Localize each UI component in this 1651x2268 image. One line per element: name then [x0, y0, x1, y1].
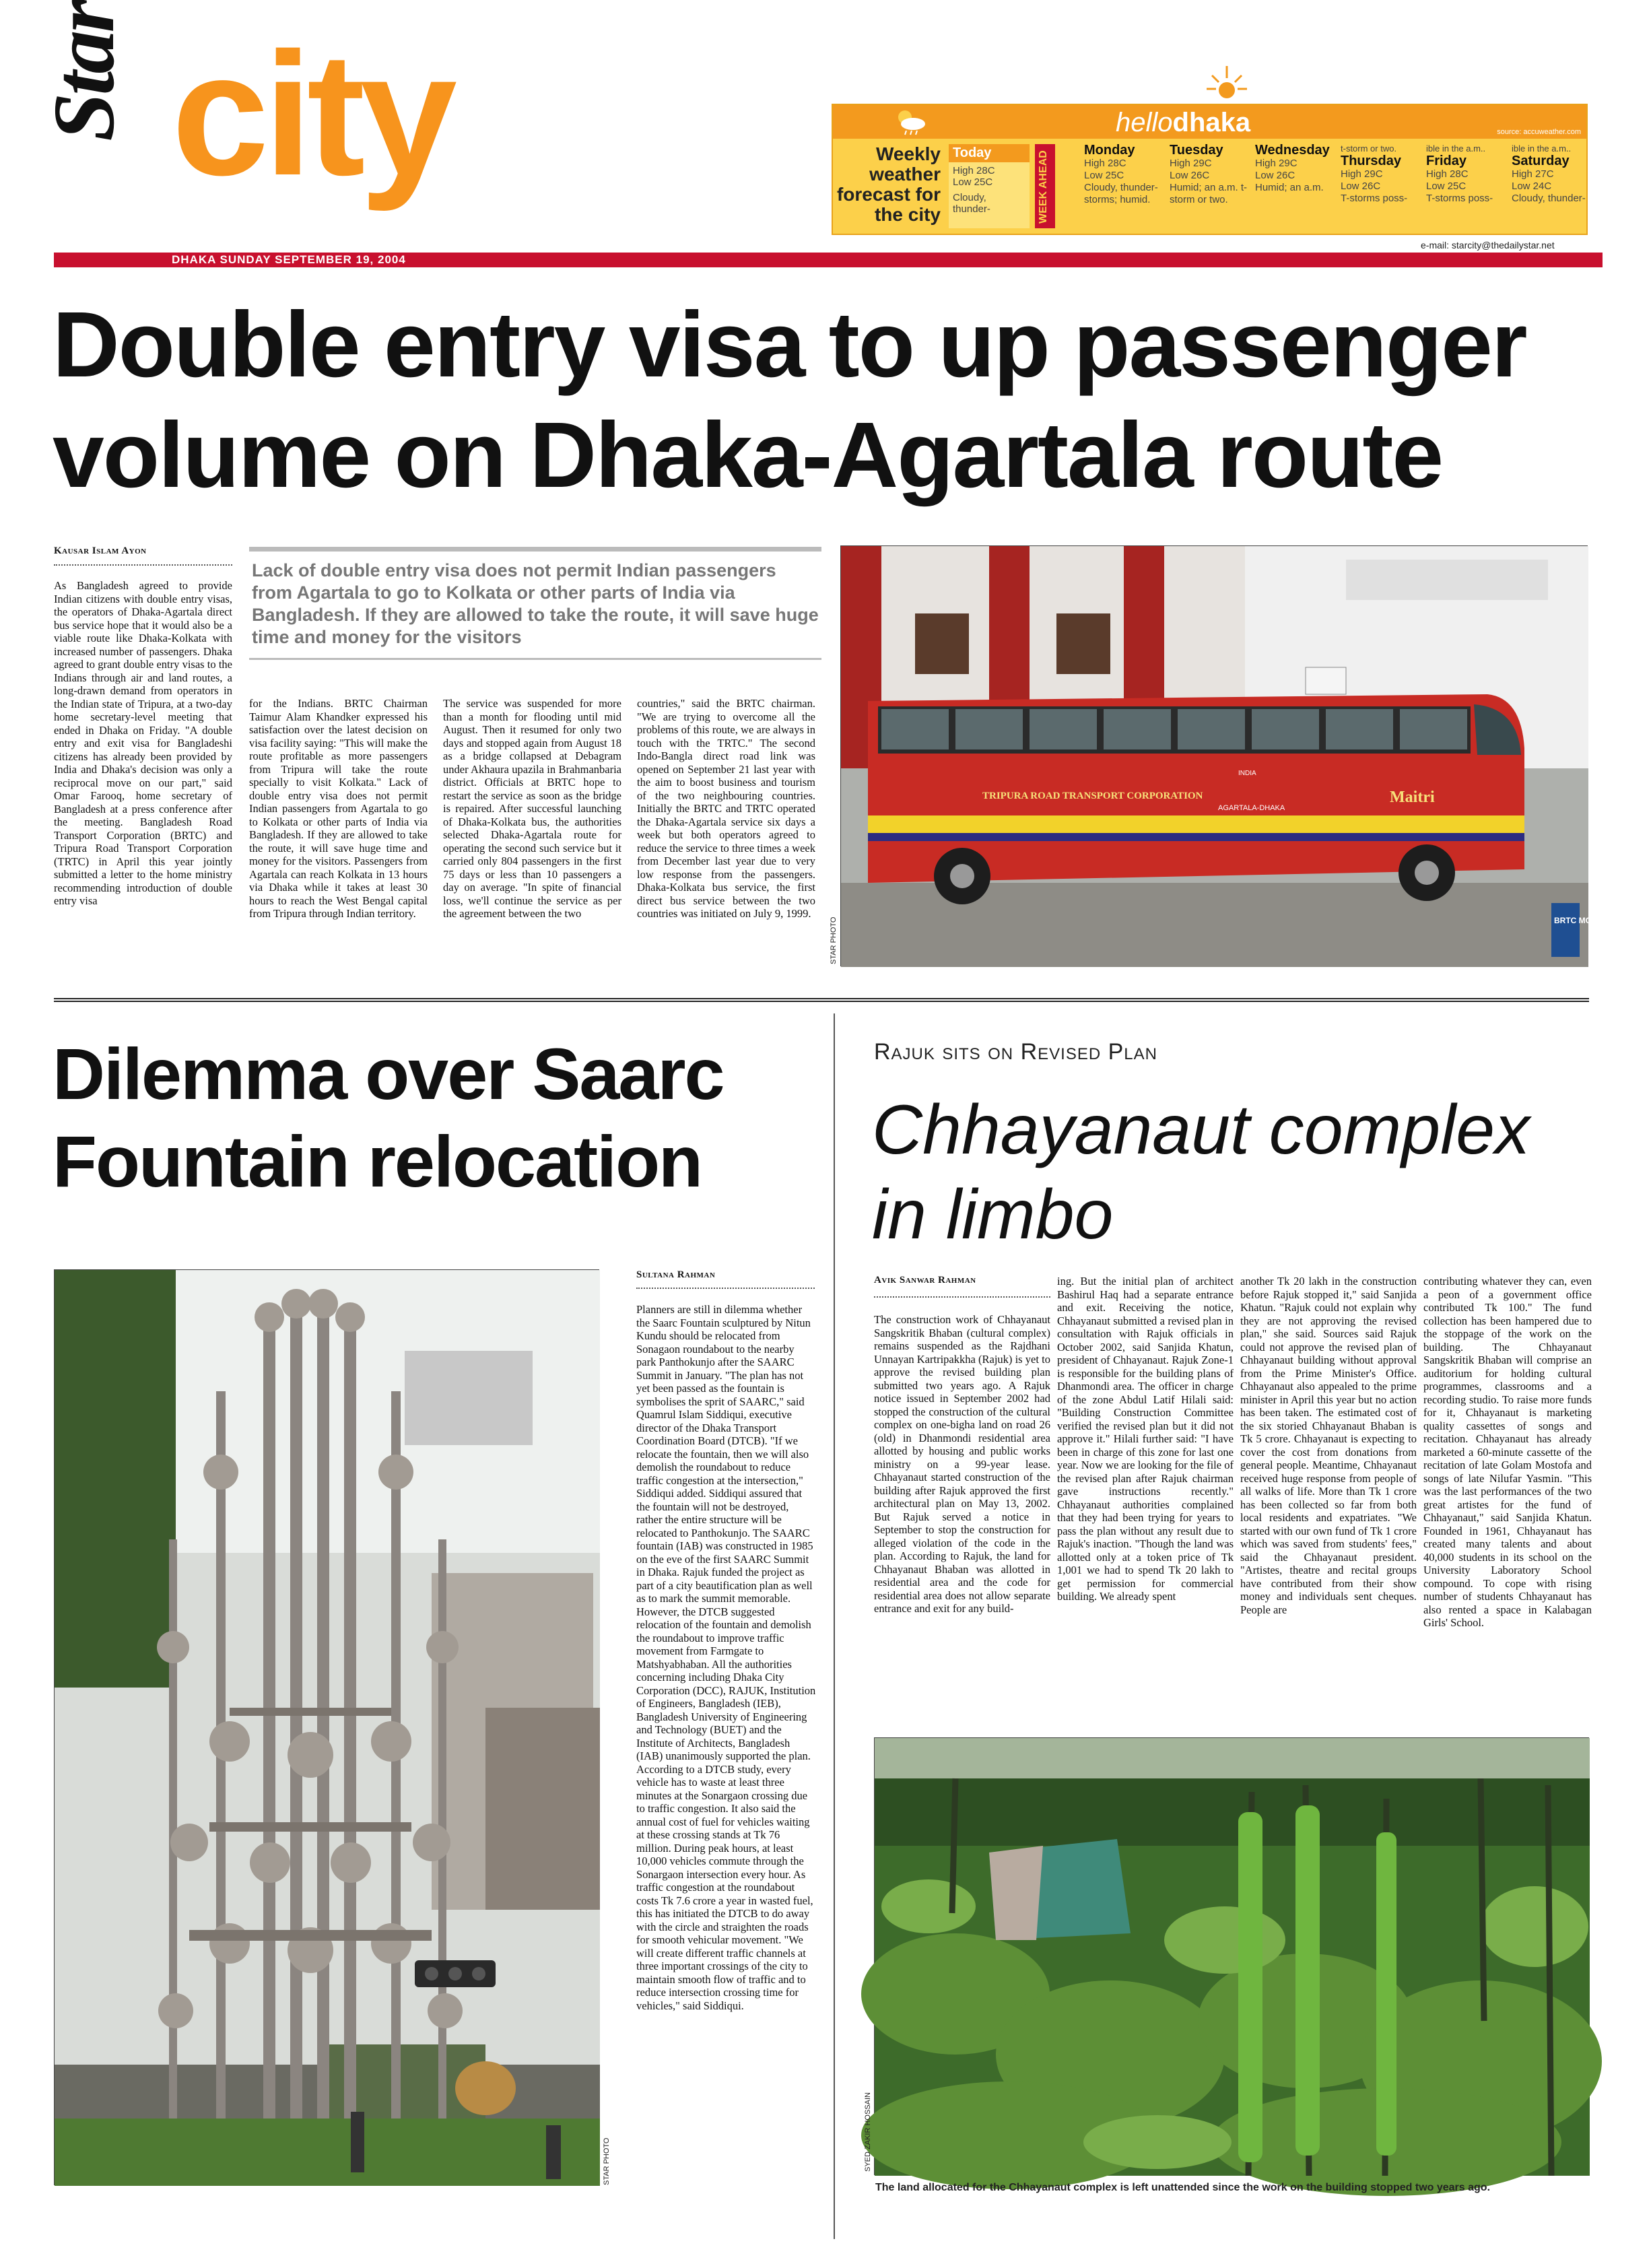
story1-col3-text: The service was suspended for more than a month for flooding until mid August. Then it resumed for only two days and stopped again from August 18 as a bridge collapsed at Debagram under Akhaura upazila in Brahmanbaria district. Officials at BRTC hope to restart the service as soon as the bridge is repaired. After successful launching of Dhaka-Kolkata bus, the authorities selected Dhaka-Agartala route for operating the second such service but it carried only 804 passengers in the first 75 days or less than 10 passengers a day on average. "In spite of financial loss, we'll continue the service as per the agreement between the two	[443, 697, 621, 920]
story3-col1	[874, 1313, 1050, 1724]
weather-day-saturday	[1512, 143, 1586, 224]
chhayanaut-land-photo-image	[875, 1738, 1590, 2176]
story2-byline-rule	[636, 1288, 815, 1289]
weather-day-thursday	[1341, 143, 1425, 224]
weather-desc: Cloudy, thunder-storms; humid.	[1084, 182, 1158, 205]
weather-carryover: t-storm or two.	[1341, 143, 1397, 154]
story3-headline-line1: Chhayanaut complex	[872, 1091, 1530, 1169]
today-low: Low 25C	[953, 176, 993, 188]
story3-byline-rule	[874, 1296, 1050, 1298]
story3-kicker: Rajuk sits on Revised Plan	[874, 1039, 1157, 1065]
story1-col2-text: for the Indians. BRTC Chairman Taimur Alam Khandker expressed his satisfaction over the latest decision on visa facility saying: "This will make the route profitable as more passengers from Tripura will take the route specially to visit Kolkata." Lack of double entry visa does not permit Indian passengers from Agartala to go to Kolkata or other parts of India via Bangladesh. If they are allowed to take the route, it will save huge time and money for the visitors. Passengers from Agartala can reach Kolkata in 13 hours via Dhaka while it takes at least 30 hours to reach the West Bengal capital from Tripura through Indian territory.	[249, 697, 428, 920]
chhayanaut-land-photo	[874, 1737, 1589, 2175]
weather-high: High 29C	[1170, 158, 1212, 169]
story3-byline: Avik Sanwar Rahman	[874, 1275, 976, 1286]
weather-day-friday	[1426, 143, 1510, 224]
weather-brand	[1116, 108, 1250, 137]
week-ahead-bar	[1035, 144, 1055, 228]
weather-desc: T-storms poss-	[1426, 193, 1493, 204]
fountain-photo-credit: STAR PHOTO	[603, 2137, 611, 2185]
weather-source: source: accuweather.com	[1497, 128, 1581, 136]
story2-byline: Sultana Rahman	[636, 1269, 716, 1280]
weather-brand-prefix: hello	[1116, 108, 1173, 137]
bus-plate-text: INDIA	[1238, 770, 1256, 777]
story1-headline-line2: volume on Dhaka-Agartala route	[53, 403, 1443, 507]
story3-col1-text: The construction work of Chhayanaut Sangskritik Bhaban (cultural complex) remains suspended as the Rajdhani Unnayan Kartripakkha (Rajuk) is yet to approve the revised building plan submitted two years ago. A Rajuk notice issued in September 2002 had stopped the construction of the cultural complex on one-bigha land on road 26 (old) in Dhanmondi residential area allotted by housing and public works ministry on a 99-year lease. Chhayanaut started construction of the building after Rajuk approved the first architectural plan on May 13, 2002. But Rajuk served a notice in September to stop the construction for alleged violation of the code in the plan. According to Rajuk, the land for Chhayanaut Bhaban was allotted in residential area and the code for residential area does not allow separate entrance and exit for any build-	[874, 1313, 1050, 1615]
contact-email[interactable]: e-mail: starcity@thedailystar.net	[1421, 240, 1555, 251]
weather-high: High 29C	[1341, 168, 1383, 180]
story3-col2	[1057, 1275, 1234, 1724]
story2-body	[636, 1303, 817, 2192]
story3-col4	[1423, 1275, 1592, 1724]
dateline: DHAKA SUNDAY SEPTEMBER 19, 2004	[172, 253, 406, 266]
weather-day-name: Friday	[1426, 154, 1467, 168]
story3-headline-line2: in limbo	[872, 1176, 1114, 1254]
today-desc: Cloudy, thunder-	[953, 192, 990, 215]
story3-col4-text: contributing whatever they can, even a peon of a government office contributed Tk 100." The fund collection has been hampered due to the stoppage of the work on the building. The Chhayanaut Sangskritik Bhaban will comprise an auditorium for holding cultural programmes, classrooms and a recording studio. To raise more funds for it, Chhayanaut is marketing quality cassettes of songs and recitation. Chhayanaut has already marketed a 60-minute cassette of the recitation of late Golam Mostofa and songs of late Nilufar Yasmin. "This was the last performances of the two great artistes for the fund of Chhayanaut," said Sanjida Khatun. Founded in 1961, Chhayanaut has created many talents and about 40,000 students in its school on the University Laboratory School compound. To cope with rising number of students Chhayanaut has also rented a space in Kalabagan Girls' School.	[1423, 1275, 1592, 1629]
weather-day-name: Tuesday	[1170, 143, 1223, 158]
story1-col1	[54, 579, 232, 983]
story1-col4	[637, 697, 815, 983]
story3-col3-text: another Tk 20 lakh in the construction before Rajuk stopped it," said Sanjida Khatun. "Rajuk could not explain why they are not approving the revised plan," she said. Sources said Rajuk could not approve the revised plan of Chhayanaut building without approval from the Prime Minister's Office. Chhayanaut also appealed to the prime minister in April this year but no action has been taken. The estimated cost of the six storied Chhayanaut Bhaban is Tk 5 crore. Chhayanaut is expecting to cover the cost from donations from general people. Meantime, Chhayanaut received huge response from people of all walks of life. More than Tk 1 crore has been collected so far from both local residents and expatriates. "We started with our own fund of Tk 1 crore which was saved from students' fees," said the Chhayanaut president. "Artistes, theatre and recital groups have contributed from their show money and individuals sent cheques. People are	[1240, 1275, 1417, 1616]
cloud-sun-icon	[890, 108, 931, 135]
story3-col2-text: ing. But the initial plan of architect Bashirul Haq had a separate entrance and exit. Receiving the notice, Chhayanaut submitted a revised plan in consultation with Rajuk officials in October 2002, said Sanjida Khatun, president of Chhayanaut. Rajuk Zone-1 is responsible for the building plans of Dhanmondi area. The officer in charge of the zone Abdul Latif Hilali said: "Building Construction Committee verified the revised plan but it did not approve it." Hilali further said: "I have been in charge of this zone for last one year. Now we are looking for the file of the revised plan after Rajuk chairman gave instructions recently." Chhayanaut authorities complained that they had been trying for years to pass the plan without any result due to Rajuk's inaction. "Though the land was allotted only at a token price of Tk 1,001 we had to spend Tk 20 lakh to get permission for commercial building. We already spent	[1057, 1275, 1234, 1603]
story1-deck-text: Lack of double entry visa does not permit Indian passengers from Agartala to go to Kolkata or other parts of India via Bangladesh. If they are allowed to take the route, it will save huge time and money for the visitors	[252, 560, 819, 647]
sun-icon	[1207, 65, 1247, 105]
forecast-title: Weekly weather forecast for the city	[836, 143, 941, 225]
story1-deck	[249, 547, 821, 660]
weather-day-name: Thursday	[1341, 154, 1402, 168]
story1-headline-line1: Double entry visa to up passenger	[53, 293, 1526, 397]
weather-low: Low 24C	[1512, 180, 1552, 192]
weather-high: High 28C	[1426, 168, 1469, 180]
chhayanaut-photo-caption: The land allocated for the Chhayanaut complex is left unattended since the work on the building stopped two years ago.	[875, 2182, 1491, 2193]
fountain-photo	[54, 1269, 599, 2185]
chhayanaut-photo-credit: SYED ZAKIR HOSSAIN	[864, 2092, 872, 2172]
section-divider-vertical	[834, 1013, 835, 2239]
weather-desc: Humid; an a.m.	[1255, 182, 1324, 193]
story1-byline: Kausar Islam Ayon	[54, 545, 147, 556]
weather-carryover: ible in the a.m..	[1512, 143, 1572, 154]
bus-company-text: TRIPURA ROAD TRANSPORT CORPORATION	[982, 791, 1203, 801]
brand-star: Star	[36, 1, 133, 141]
story1-byline-rule	[54, 564, 232, 566]
weather-low: Low 25C	[1084, 170, 1124, 181]
story1-col2	[249, 697, 428, 983]
bus-route-text: AGARTALA-DHAKA	[1218, 804, 1285, 812]
weather-day-name: Wednesday	[1255, 143, 1330, 158]
bus-name-text: Maitri	[1390, 789, 1435, 806]
today-cell	[949, 144, 1030, 228]
bus-photo	[840, 545, 1597, 966]
weather-day-name: Saturday	[1512, 154, 1570, 168]
story2-headline-line1: Dilemma over Saarc	[53, 1033, 724, 1114]
weather-desc: Cloudy, thunder-	[1512, 193, 1586, 204]
bus-photo-image	[841, 546, 1597, 967]
weather-high: High 28C	[1084, 158, 1126, 169]
weather-low: Low 26C	[1170, 170, 1210, 181]
weather-low: Low 25C	[1426, 180, 1467, 192]
brand-city: city	[172, 17, 452, 212]
weather-brand-suffix: dhaka	[1172, 108, 1251, 137]
section-divider-top	[54, 998, 1589, 1002]
story3-headline	[872, 1088, 1599, 1257]
bus-signboard-text: BRTC MOL	[1554, 916, 1597, 925]
weather-day-tuesday	[1170, 144, 1254, 225]
weather-low: Low 26C	[1341, 180, 1381, 192]
weather-high: High 27C	[1512, 168, 1554, 180]
weather-carryover: ible in the a.m..	[1426, 143, 1486, 154]
story2-headline-line2: Fountain relocation	[53, 1121, 702, 1202]
story2-body-text: Planners are still in dilemma whether the Saarc Fountain sculptured by Nitun Kundu should be relocated from Sonagaon roundabout to the nearby park Panthokunjo after the SAARC Summit in January. "The plan has not yet been passed as the fountain is symbolises the sprit of SAARC," said Quamrul Islam Siddiqui, executive director of the Dhaka Transport Coordination Board (DTCB). "If we relocate the fountain, then we will also demolish the roundabout to reduce traffic congestion at the intersection," Siddiqui added. Siddiqui assured that the fountain will not be destroyed, rather the entire structure will be relocated to Panthokunjo. The SAARC fountain (IAB) was constructed in 1985 on the eve of the first SAARC Summit in Dhaka. Rajuk funded the project as part of a city beautification plan as well as to mark the summit memorable. However, the DTCB suggested relocation of the fountain and demolish the roundabout to improve traffic movement from Farmgate to Matshyabhaban. All the authorities concerning including Dhaka City Corporation (DCC), RAJUK, Institution of Engineers, Bangladesh (IEB), Bangladesh University of Engineering and Technology (BUET) and the Institute of Architects, Bangladesh (IAB) unanimously supported the plan. According to a DTCB study, every vehicle has to waste at least three minutes at the Sonargaon crossing due to traffic congestion. It also said the annual cost of fuel for vehicles waiting at these crossing stands at Tk 76 million. During peak hours, at least 10,000 vehicles commute through the Sonargaon intersection every hour. As traffic congestion at the roundabout costs Tk 7.6 crore a year in wasted fuel, this has initiated the DTCB to do away with the circle and straighten the roads for smooth vehicular movement. "We will create different traffic channels at three important crossings of the city to maintain smooth flow of traffic and to reduce intersection crossing time for vehicles," said Siddiqui.	[636, 1303, 816, 2012]
today-label: Today	[949, 144, 1030, 162]
weather-high: High 29C	[1255, 158, 1298, 169]
story1-headline	[53, 290, 1615, 510]
weather-day-name: Monday	[1084, 143, 1135, 158]
story1-col1-text: As Bangladesh agreed to provide Indian citizens with double entry visas, the operators of Dhaka-Agartala direct bus service hope that it would also be a viable route like Dhaka-Kolkata with increased number of passengers. Dhaka agreed to grant double entry visas to the Indians through air and land routes, a long-drawn demand from operators in the Indian state of Tripura, at a two-day home secretary-level meeting that ended in Dhaka on Friday. "A double entry and exit visa for Bangladeshi citizens has already been provided by India and Dhaka's decision was only a reciprocal move on our part," said Omar Farooq, home secretary of Bangladesh at a press conference after the meeting. Bangladesh Road Transport Corporation (BRTC) and Tripura Road Transport Corporation (TRTC) in April this year jointly submitted a letter to the home ministry recommending introduction of double entry visa	[54, 579, 232, 907]
weather-day-wednesday	[1255, 144, 1339, 225]
weather-day-monday	[1084, 144, 1168, 225]
weather-desc: T-storms poss-	[1341, 193, 1408, 204]
today-high: High 28C	[953, 165, 995, 176]
story1-col4-text: countries," said the BRTC chairman. "We are trying to overcome all the problems of this route, we are always in touch with the TRTC." The second Indo-Bangla direct road link was opened on September 21 last year with the aim to boost business and tourism of the two neighbouring countries. Initially the BRTC and TRTC operated the Dhaka-Agartala service six days a week but both operators agreed to reduce the service to three times a week from December last year due to very low response from the passengers. Dhaka-Kolkata bus service, the first direct bus service between the two countries was initiated on July 9, 1999.	[637, 697, 815, 920]
weather-desc: Humid; an a.m. t-storm or two.	[1170, 182, 1248, 205]
week-ahead-label: WEEK AHEAD	[1038, 150, 1049, 224]
bus-photo-credit: STAR PHOTO	[830, 916, 838, 964]
story1-col3	[443, 697, 621, 983]
story2-headline	[53, 1030, 813, 1205]
story3-col3	[1240, 1275, 1417, 1724]
weather-low: Low 26C	[1255, 170, 1295, 181]
fountain-photo-image	[55, 1270, 600, 2186]
